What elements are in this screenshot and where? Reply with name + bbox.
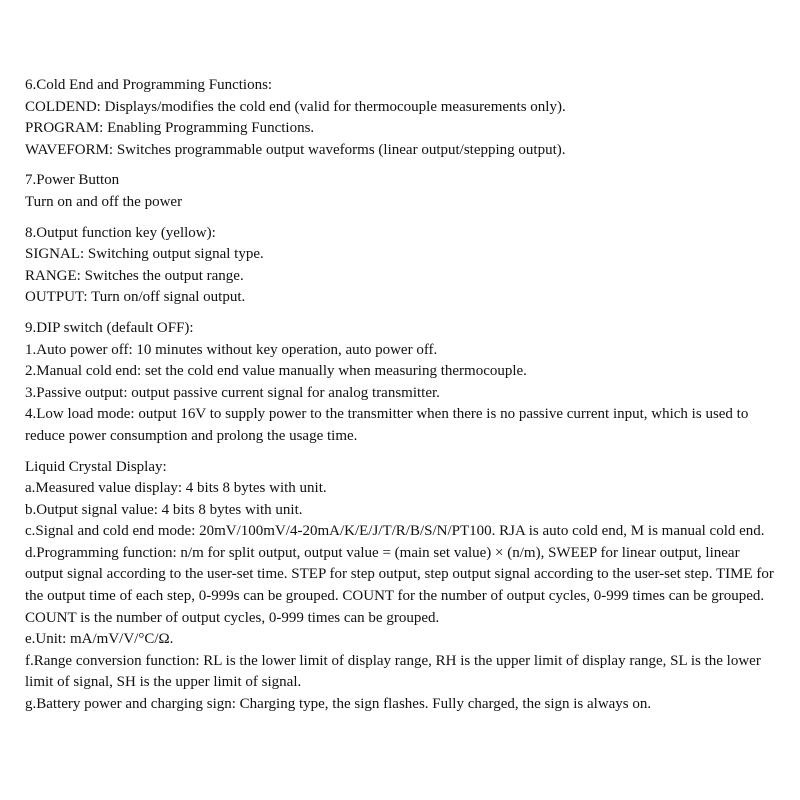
text-line: SIGNAL: Switching output signal type. [25, 246, 264, 263]
section-heading: 9.DIP switch (default OFF): [25, 319, 194, 336]
text-line: e.Unit: mA/mV/V/°C/Ω. [25, 631, 174, 648]
text-line: OUTPUT: Turn on/off signal output. [25, 289, 246, 306]
section-heading: 7.Power Button [25, 172, 120, 189]
text-line: 2.Manual cold end: set the cold end value manually when measuring thermocouple. [25, 363, 527, 380]
text-line: WAVEFORM: Switches programmable output waveforms (linear output/stepping output). [25, 141, 566, 158]
section-output-function-key [25, 223, 780, 309]
section-cold-end-programming [25, 75, 780, 161]
text-line: RANGE: Switches the output range. [25, 267, 244, 284]
text-line: f.Range conversion function: RL is the lower limit of display range, RH is the upper limit of display range, SL is the lower limit of signal, SH is the upper limit of signal. [25, 652, 761, 691]
section-liquid-crystal-display [25, 457, 780, 716]
section-power-button [25, 170, 780, 213]
text-line: c.Signal and cold end mode: 20mV/100mV/4-20mA/K/E/J/T/R/B/S/N/PT100. RJA is auto cold end, M is manual cold end. [25, 523, 765, 540]
text-line: a.Measured value display: 4 bits 8 bytes with unit. [25, 480, 327, 497]
section-heading: 6.Cold End and Programming Functions: [25, 77, 273, 93]
text-line: d.Programming function: n/m for split output, output value = (main set value) × (n/m), SWEEP for linear output, linear output signal according to the user-set time. STEP for step output, step output signal according to the user-set step. TIME for the output time of each step, 0-999s can be grouped. COUNT for the number of output cycles, 0-999 times can be grouped. COUNT is the number of output cycles, 0-999 times can be grouped. [25, 544, 774, 626]
text-line: Turn on and off the power [25, 193, 183, 210]
section-heading: 8.Output function key (yellow): [25, 224, 216, 241]
section-heading: Liquid Crystal Display: [25, 458, 167, 475]
section-dip-switch [25, 318, 780, 448]
text-line: PROGRAM: Enabling Programming Functions. [25, 120, 315, 137]
text-line: g.Battery power and charging sign: Charging type, the sign flashes. Fully charged, the sign is always on. [25, 696, 652, 713]
text-line: b.Output signal value: 4 bits 8 bytes with unit. [25, 501, 303, 518]
text-line: 1.Auto power off: 10 minutes without key operation, auto power off. [25, 341, 438, 358]
text-line: 3.Passive output: output passive current signal for analog transmitter. [25, 384, 440, 401]
text-line: 4.Low load mode: output 16V to supply power to the transmitter when there is no passive current input, which is used to reduce power consumption and prolong the usage time. [25, 406, 749, 444]
text-line: COLDEND: Displays/modifies the cold end (valid for thermocouple measurements only). [25, 98, 566, 115]
